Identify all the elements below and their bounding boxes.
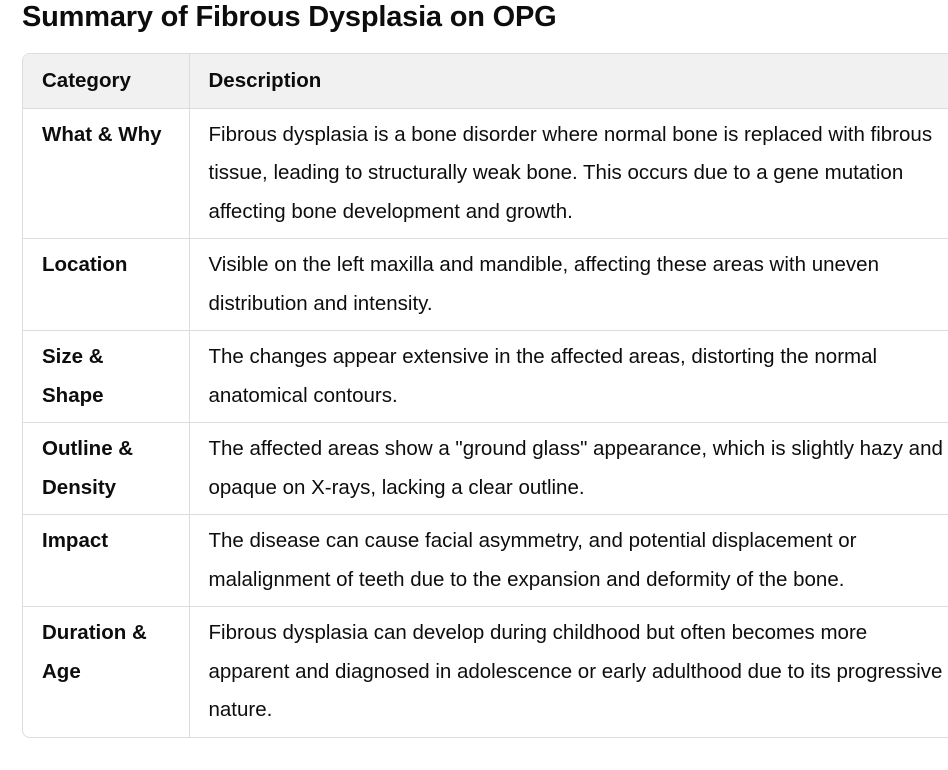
row-description: Visible on the left maxilla and mandible, affecting these areas with uneven distribution and intensity. [189, 239, 948, 331]
table-row [23, 239, 948, 331]
row-description: The affected areas show a "ground glass" appearance, which is slightly hazy and opaque on X-rays, lacking a clear outline. [189, 423, 948, 515]
row-description: The changes appear extensive in the affected areas, distorting the normal anatomical contours. [189, 331, 948, 423]
table-header-row [23, 54, 948, 108]
summary-table [23, 54, 948, 737]
row-description: The disease can cause facial asymmetry, and potential displacement or malalignment of teeth due to the expansion and deformity of the bone. [189, 515, 948, 607]
row-category: Outline & Density [23, 423, 189, 515]
column-header-description: Description [189, 54, 948, 108]
row-category: What & Why [23, 108, 189, 239]
table-row [23, 607, 948, 737]
row-category: Duration & Age [23, 607, 189, 737]
table-row [23, 515, 948, 607]
row-category: Impact [23, 515, 189, 607]
table-row [23, 423, 948, 515]
row-category: Size & Shape [23, 331, 189, 423]
table-row [23, 108, 948, 239]
summary-table-container [22, 53, 948, 738]
row-description: Fibrous dysplasia is a bone disorder where normal bone is replaced with fibrous tissue, leading to structurally weak bone. This occurs due to a gene mutation affecting bone development and growth. [189, 108, 948, 239]
page-title: Summary of Fibrous Dysplasia on OPG [22, 1, 557, 33]
row-description: Fibrous dysplasia can develop during childhood but often becomes more apparent and diagnosed in adolescence or early adulthood due to its progressive nature. [208, 621, 943, 721]
table-row [23, 331, 948, 423]
column-header-category: Category [23, 54, 189, 108]
row-category: Location [23, 239, 189, 331]
